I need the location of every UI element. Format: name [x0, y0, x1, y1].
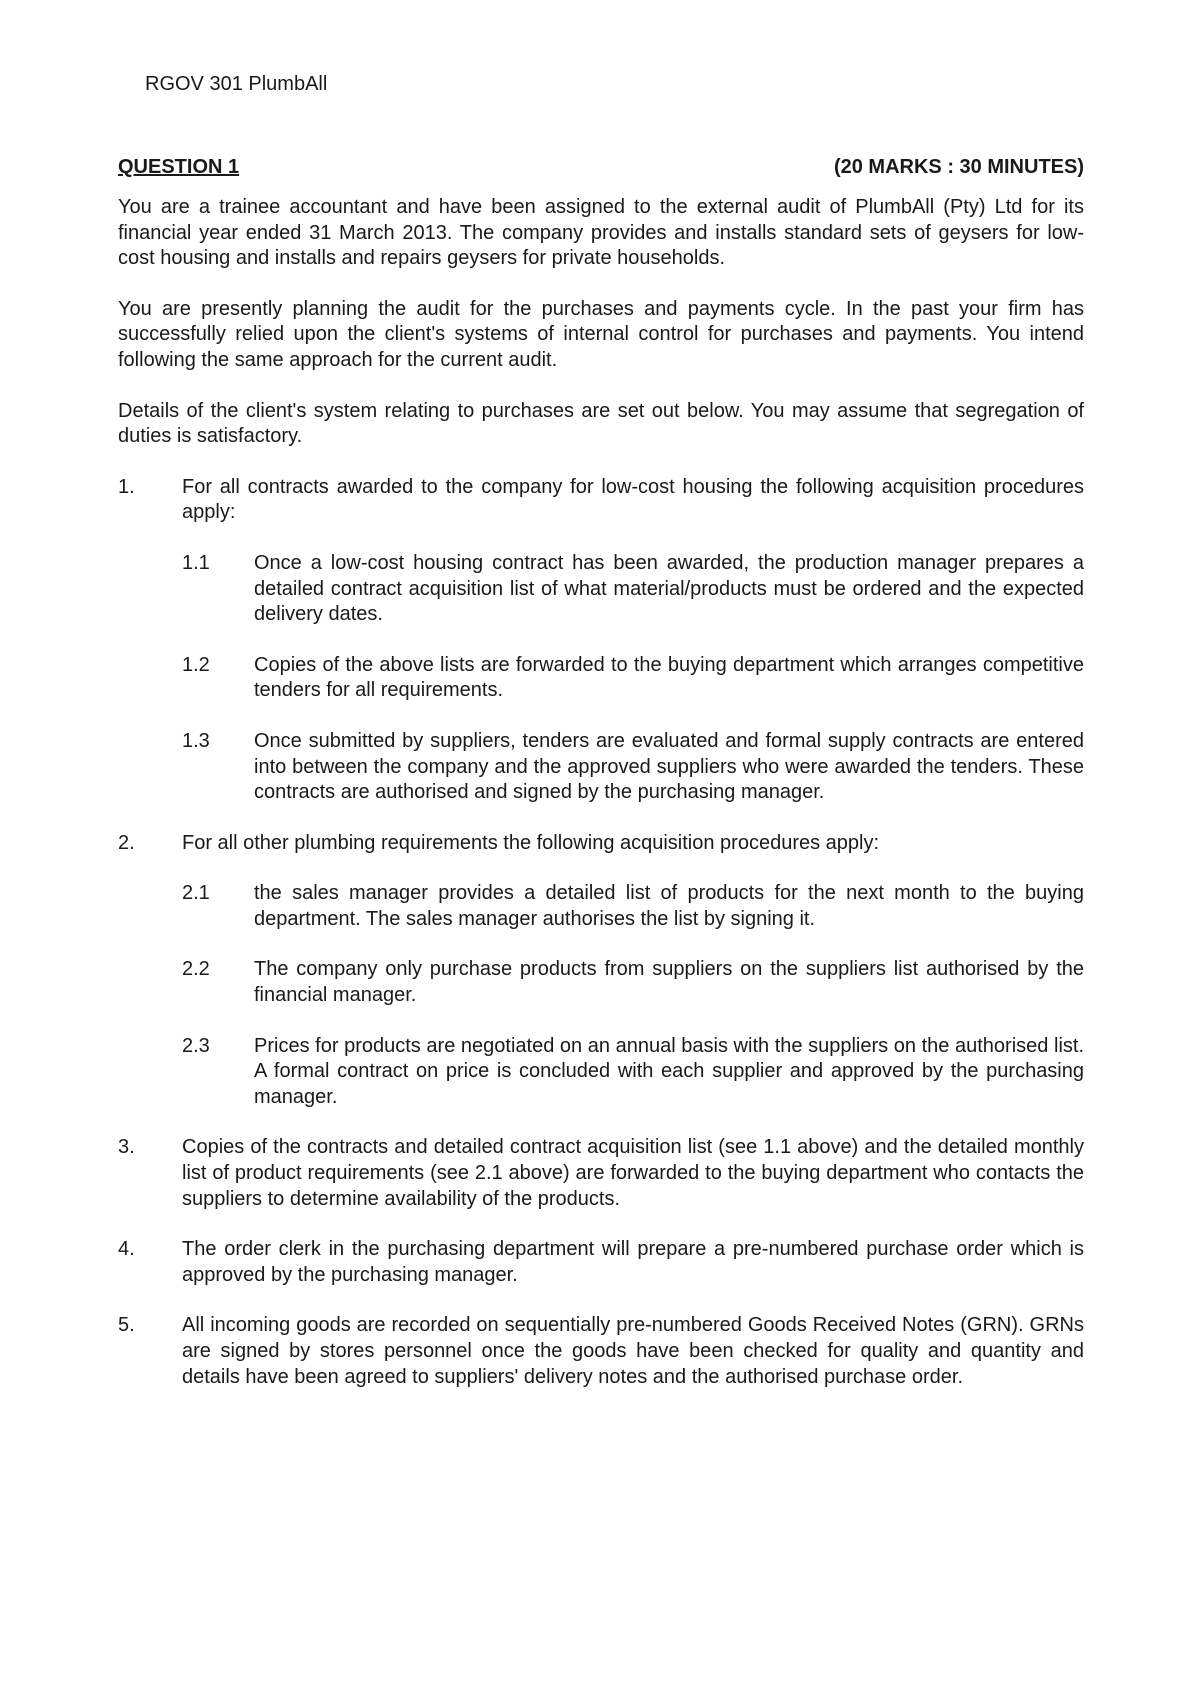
sub-item	[182, 1034, 1084, 1111]
numbered-item	[118, 1313, 1084, 1390]
item-text: For all contracts awarded to the company for low-cost housing the following acquisition procedures apply:	[182, 475, 1084, 524]
item-text: The order clerk in the purchasing department will prepare a pre-numbered purchase order which is approved by the purchasing manager.	[182, 1238, 1084, 1286]
item-body	[182, 1135, 1084, 1212]
numbered-item	[118, 831, 1084, 1111]
intro-paragraph: Details of the client's system relating to purchases are set out below. You may assume that segregation of duties is satisfactory.	[118, 399, 1084, 448]
sub-item	[182, 957, 1084, 1008]
item-number: 4.	[118, 1238, 135, 1261]
sub-item	[182, 653, 1084, 704]
sub-item-text: The company only purchase products from suppliers on the suppliers list authorised by the financial manager.	[254, 958, 1084, 1007]
item-body	[182, 1237, 1084, 1288]
sub-item-number: 1.1	[182, 551, 210, 574]
item-body	[182, 1313, 1084, 1390]
item-text: Copies of the contracts and detailed contract acquisition list (see 1.1 above) and the detailed monthly list of product requirements (see 2.1 above) are forwarded to the buying department who contacts the suppliers to determine availability of the products.	[182, 1136, 1084, 1210]
sub-item	[182, 729, 1084, 806]
question-title: QUESTION 1	[118, 156, 240, 178]
question-content	[118, 155, 1084, 1415]
sub-item-number: 1.3	[182, 729, 210, 752]
item-number: 2.	[118, 831, 135, 854]
numbered-item	[118, 1135, 1084, 1212]
sub-item-text: Once a low-cost housing contract has been awarded, the production manager prepares a detailed contract acquisition list of what material/products must be ordered and the expected delivery dates.	[254, 551, 1084, 626]
numbered-item	[118, 1237, 1084, 1288]
sub-item-number: 2.1	[182, 882, 210, 905]
item-body	[182, 831, 1084, 1111]
item-text: For all other plumbing requirements the following acquisition procedures apply:	[182, 831, 880, 854]
sub-item-text: Prices for products are negotiated on an annual basis with the suppliers on the authorised list. A formal contract on price is concluded with each supplier and approved by the purchasing manager.	[254, 1034, 1084, 1108]
sub-item	[182, 551, 1084, 628]
running-header: RGOV 301 PlumbAll	[145, 73, 328, 95]
sub-item-text: the sales manager provides a detailed list of products for the next month to the buying department. The sales manager authorises the list by signing it.	[254, 882, 1084, 930]
intro-paragraph: You are a trainee accountant and have been assigned to the external audit of PlumbAll (Pty) Ltd for its financial year ended 31 March 2013. The company provides and installs standard sets of geysers for low-cost housing and installs and repairs geysers for private households.	[118, 196, 1084, 270]
sub-item-text: Once submitted by suppliers, tenders are evaluated and formal supply contracts are entered into between the company and the approved suppliers who were awarded the tenders. These contracts are authorised and signed by the purchasing manager.	[254, 729, 1084, 804]
intro-paragraph: You are presently planning the audit for the purchases and payments cycle. In the past your firm has successfully relied upon the client's systems of internal control for purchases and payments. You intend following the same approach for the current audit.	[118, 297, 1084, 371]
item-number: 1.	[118, 475, 135, 498]
item-text: All incoming goods are recorded on sequentially pre-numbered Goods Received Notes (GRN). GRNs are signed by stores personnel once the goods have been checked for quality and quantity and details have been agreed to suppliers' delivery notes and the authorised purchase order.	[182, 1314, 1084, 1388]
sub-item	[182, 881, 1084, 932]
item-number: 5.	[118, 1314, 135, 1337]
sub-item-number: 1.2	[182, 653, 210, 676]
sub-item-text: Copies of the above lists are forwarded to the buying department which arranges competitive tenders for all requirements.	[254, 653, 1084, 702]
numbered-item	[118, 475, 1084, 806]
sub-item-number: 2.3	[182, 1034, 210, 1057]
sub-item-number: 2.2	[182, 958, 210, 981]
question-heading	[118, 155, 1084, 181]
item-body	[182, 475, 1084, 806]
question-marks: (20 MARKS : 30 MINUTES)	[833, 156, 1084, 178]
item-number: 3.	[118, 1136, 135, 1159]
